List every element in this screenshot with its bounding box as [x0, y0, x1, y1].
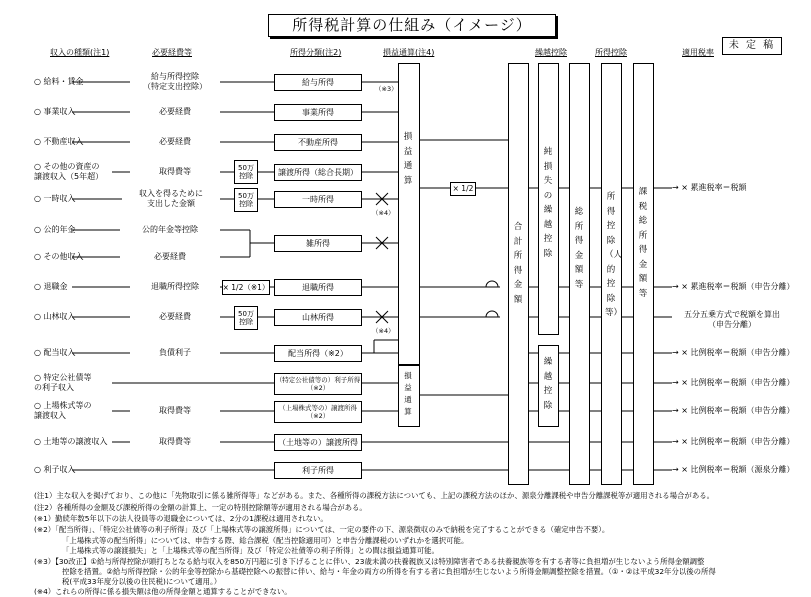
note-ref: （※3） [375, 85, 398, 93]
deduction-500k-box: 50万 控除 [234, 188, 258, 212]
footnote: 税(平成33年度分以後の住民税)について適用。） [62, 577, 222, 586]
expense-label: 取得費等 [130, 437, 220, 447]
income-label: ○ 給料・賃金 [34, 77, 84, 86]
expense-label: 必要経費 [130, 312, 220, 322]
rate-label: 五分五乗方式で税額を算出 （申告分離） [684, 310, 780, 329]
half-multiplier-box: × 1/2（※1） [222, 280, 270, 295]
class-box: 配当所得（※2） [274, 345, 362, 362]
footnote: 控除を措置。②給与所得控除・公的年金等控除から基礎控除への振替に伴い、給与・年金の両方の所得を有する者に負担増が生じないよう所得金額調整控除を措置。（①・②は平成32年分以後の所得 [62, 567, 716, 576]
rate-label: → × 比例税率＝税額（源泉分離） [672, 465, 795, 474]
total-income-label: 合計所得金額 [513, 222, 523, 305]
rate-label: → × 比例税率＝税額（申告分離） [672, 378, 795, 387]
class-box: （特定公社債等の）利子所得 （※2） [274, 373, 362, 395]
footnote: (※4）これらの所得に係る損失額は他の所得金額と通算することができない。 [34, 587, 292, 596]
header-offset: 損益通算(注4) [383, 48, 435, 57]
income-label: ○ 事業収入 [34, 107, 76, 116]
class-box: （上場株式等の）譲渡所得 （※2） [274, 401, 362, 423]
footnote: (※3）【30改正】①給与所得控除が頭打ちとなる給与収入を850万円超に引き下げることに伴い、23歳未満の扶養親族又は特別障害者である扶養親族等を有する者等に負担増が生じないよう所得金額調整 [34, 557, 705, 566]
income-label: ○ 公的年金 [34, 225, 76, 234]
expense-label: 取得費等 [130, 406, 220, 416]
income-label: ○ その他の資産の 譲渡収入（5年超） [34, 162, 104, 181]
header-expense: 必要経費等 [152, 48, 192, 57]
class-box: 一時所得 [274, 191, 362, 208]
income-label: ○ 配当収入 [34, 348, 76, 357]
income-label: ○ 上場株式等の 譲渡収入 [34, 401, 92, 420]
offset-label-top: 損益通算 [403, 132, 413, 186]
footnote: (注1）主な収入を掲げており、この他に「先物取引に係る雑所得等」などがある。また、各種所得の課税方法についても、上記の課税方法のほか、源泉分離課税や申告分離課税等が適用される場合がある。 [34, 491, 714, 500]
income-label: ○ 土地等の譲渡収入 [34, 437, 108, 446]
taxable-income-label: 課税総所得金額等 [638, 187, 648, 299]
header-deduct: 所得控除 [595, 48, 627, 57]
expense-label: 退職所得控除 [130, 282, 220, 292]
offset-box-top [398, 63, 420, 365]
class-box: 給与所得 [274, 74, 362, 91]
header-class: 所得分類(注2) [290, 48, 342, 57]
carry-label-top: 純損失の繰越控除 [543, 147, 553, 259]
expense-label: 収入を得るために 支出した金額 [122, 189, 220, 209]
header-income: 収入の種類(注1) [50, 48, 110, 57]
income-label: ○ 退職金 [34, 282, 68, 291]
offset-label-bottom: 損益通算 [404, 371, 412, 416]
deduction-label: 所得控除（人的控除等） [605, 192, 623, 318]
class-box: 退職所得 [274, 279, 362, 296]
carry-label-bottom: 繰越控除 [543, 357, 553, 411]
rate-label: → × 比例税率＝税額（申告分離） [672, 437, 795, 446]
class-box: 譲渡所得（総合長期） [274, 164, 362, 181]
income-label: ○ その他収入 [34, 252, 84, 261]
footnote: 「上場株式等の譲渡損失」と「上場株式等の配当所得」及び「特定公社債等の利子所得」との間は損益通算可能。 [62, 546, 439, 555]
class-box: 事業所得 [274, 104, 362, 121]
income-label: ○ 山林収入 [34, 312, 76, 321]
footnote: 「上場株式等の配当所得」については、申告する際、総合課税（配当控除適用可）と申告分離課税のいずれかを選択可能。 [62, 536, 469, 545]
note-ref: （※4） [372, 209, 395, 217]
rate-label: → × 比例税率＝税額（申告分離） [672, 348, 795, 357]
note-ref: （※4） [372, 327, 395, 335]
footnote: (※1）勤続年数5年以下の法人役員等の退職金については、2分の1課税は適用されない。 [34, 514, 328, 523]
footnote: (※2）「配当所得」、「特定公社債等の利子所得」及び「上場株式等の譲渡所得」については、一定の要件の下、源泉徴収のみで納税を完了することができる（確定申告不要）。 [34, 525, 610, 534]
expense-label: 必要経費 [130, 137, 220, 147]
draft-badge: 未 定 稿 [722, 37, 782, 55]
rate-label: → × 累進税率＝税額 [672, 183, 747, 192]
rate-label: → × 累進税率＝税額（申告分離） [672, 282, 795, 291]
income-label: ○ 不動産収入 [34, 137, 84, 146]
class-box: 雑所得 [274, 235, 362, 252]
page-title: 所得税計算の仕組み（イメージ） [268, 14, 556, 37]
class-box: （土地等の）譲渡所得 [274, 434, 362, 451]
total-income-amount-label: 総所得金額等 [574, 207, 584, 290]
class-box: 山林所得 [274, 309, 362, 326]
header-rate: 適用税率 [682, 48, 714, 57]
expense-label: 取得費等 [130, 167, 220, 177]
class-box: 利子所得 [274, 462, 362, 479]
header-carry: 繰越控除 [535, 48, 567, 57]
expense-label: 必要経費 [130, 107, 220, 117]
expense-label: 公的年金等控除 [120, 225, 220, 235]
deduction-500k-box: 50万 控除 [234, 306, 258, 330]
half-multiplier-mid: × 1/2 [450, 182, 476, 196]
class-box: 不動産所得 [274, 134, 362, 151]
income-label: ○ 特定公社債等 の利子収入 [34, 373, 92, 392]
rate-label: → × 比例税率＝税額（申告分離） [672, 406, 795, 415]
expense-label: 給与所得控除 （特定支出控除） [130, 72, 220, 92]
expense-label: 必要経費 [120, 252, 220, 262]
deduction-500k-box: 50万 控除 [234, 160, 258, 184]
expense-label: 負債利子 [130, 348, 220, 358]
income-label: ○ 利子収入 [34, 465, 76, 474]
income-label: ○ 一時収入 [34, 194, 76, 203]
footnote: (注2）各種所得の金額及び課税所得の金額の計算上、一定の特別控除額等が適用される場合がある。 [34, 503, 367, 512]
